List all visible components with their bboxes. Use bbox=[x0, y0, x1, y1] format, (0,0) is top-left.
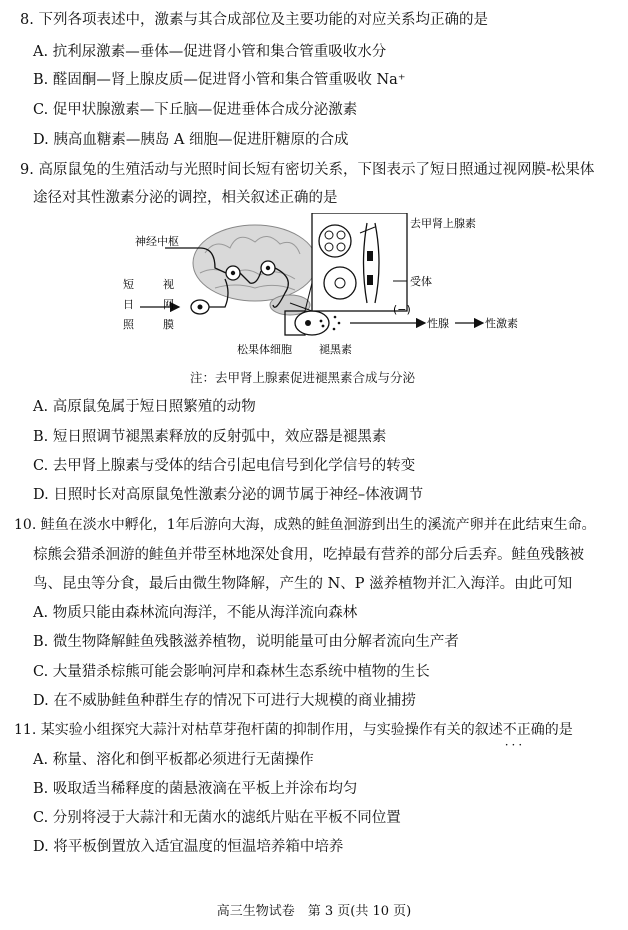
label-inhibition: (−) bbox=[393, 303, 411, 316]
pineal-pathway-diagram bbox=[105, 213, 525, 363]
q10-option-b: B. 微生物降解鲑鱼残骸滋养植物，说明能量可由分解者流向生产者 bbox=[33, 634, 459, 650]
q9-stem-line1: 9. 高原鼠兔的生殖活动与光照时间长短有密切关系，下图表示了短日照通过视网膜-松果体 bbox=[20, 162, 595, 178]
q11-option-d: D. 将平板倒置放入适宜温度的恒温培养箱中培养 bbox=[33, 839, 344, 855]
q9-option-b: B. 短日照调节褪黑素释放的反射弧中，效应器是褪黑素 bbox=[33, 429, 387, 445]
label-sex-hormone: 性激素 bbox=[485, 317, 518, 330]
page-footer: 高三生物试卷 第 3 页(共 10 页) bbox=[216, 904, 412, 919]
q11-stem bbox=[14, 720, 573, 740]
label-receptor: 受体 bbox=[410, 275, 432, 288]
q9-option-c: C. 去甲肾上腺素与受体的结合引起电信号到化学信号的转变 bbox=[33, 458, 416, 474]
q11-option-b: B. 吸取适当稀释度的菌悬液滴在平板上并涂布均匀 bbox=[33, 781, 358, 797]
q10-stem-line3: 鸟、昆虫等分食，最后由微生物降解，产生的 N、P 滋养植物并汇入海洋。由此可知 bbox=[33, 576, 573, 592]
brain-illustration bbox=[193, 225, 317, 315]
q8-stem: 8. 下列各项表述中，激素与其合成部位及主要功能的对应关系均正确的是 bbox=[20, 12, 488, 28]
label-day: 日 bbox=[123, 298, 134, 311]
q11-stem-post: 的是 bbox=[544, 722, 573, 738]
q9-option-a: A. 高原鼠兔属于短日照繁殖的动物 bbox=[33, 399, 256, 415]
label-norepinephrine: 去甲肾上腺素 bbox=[410, 217, 476, 230]
q10-stem-line2: 棕熊会猎杀洄游的鲑鱼并带至林地深处食用，吃掉最有营养的部分后丢弃。鲑鱼残骸被 bbox=[33, 547, 584, 563]
q8-option-d: D. 胰高血糖素—胰岛 A 细胞—促进肝糖原的合成 bbox=[33, 132, 349, 148]
figure-note: 注：去甲肾上腺素促进褪黑素合成与分泌 bbox=[190, 370, 416, 385]
q10-stem-line1: 10. 鲑鱼在淡水中孵化，1年后游向大海，成熟的鲑鱼洄游到出生的溪流产卵并在此结束生命。 bbox=[14, 517, 596, 533]
q8-option-c: C. 促甲状腺激素—下丘脑—促进垂体合成分泌激素 bbox=[33, 102, 358, 118]
q11-stem-emphasis: 不正确 ··· bbox=[503, 722, 545, 738]
q9-option-d: D. 日照时长对高原鼠兔性激素分泌的调节属于神经–体液调节 bbox=[33, 487, 424, 503]
label-melatonin: 褪黑素 bbox=[319, 343, 352, 356]
q8-option-b: B. 醛固酮—肾上腺皮质—促进肾小管和集合管重吸收 Na⁺ bbox=[33, 72, 406, 88]
label-short: 短 bbox=[123, 278, 134, 291]
label-gonad: 性腺 bbox=[427, 317, 449, 330]
q10-option-c: C. 大量猎杀棕熊可能会影响河岸和森林生态系统中植物的生长 bbox=[33, 664, 430, 680]
q10-option-a: A. 物质只能由森林流向海洋，不能从海洋流向森林 bbox=[33, 605, 358, 621]
q9-stem-line2: 途径对其性激素分泌的调控，相关叙述正确的是 bbox=[33, 190, 338, 206]
q11-stem-pre: 11. 某实验小组探究大蒜汁对枯草芽孢杆菌的抑制作用，与实验操作有关的叙述 bbox=[14, 722, 503, 738]
diagram-svg bbox=[105, 213, 525, 363]
q10-option-d: D. 在不威胁鲑鱼种群生存的情况下可进行大规模的商业捕捞 bbox=[33, 693, 416, 709]
label-retina-3: 膜 bbox=[163, 318, 174, 331]
q11-option-a: A. 称量、溶化和倒平板都必须进行无菌操作 bbox=[33, 752, 314, 768]
q8-option-a: A. 抗利尿激素—垂体—促进肾小管和集合管重吸收水分 bbox=[33, 44, 387, 60]
label-neural-center: 神经中枢 bbox=[135, 235, 179, 248]
pineal-cell-icon bbox=[295, 311, 329, 335]
label-light: 照 bbox=[123, 318, 134, 331]
q11-option-c: C. 分别将浸于大蒜汁和无菌水的滤纸片贴在平板不同位置 bbox=[33, 810, 401, 826]
label-retina-1: 视 bbox=[163, 278, 174, 291]
label-retina-2: 网 bbox=[163, 298, 174, 311]
label-pineal-cell: 松果体细胞 bbox=[237, 343, 292, 356]
